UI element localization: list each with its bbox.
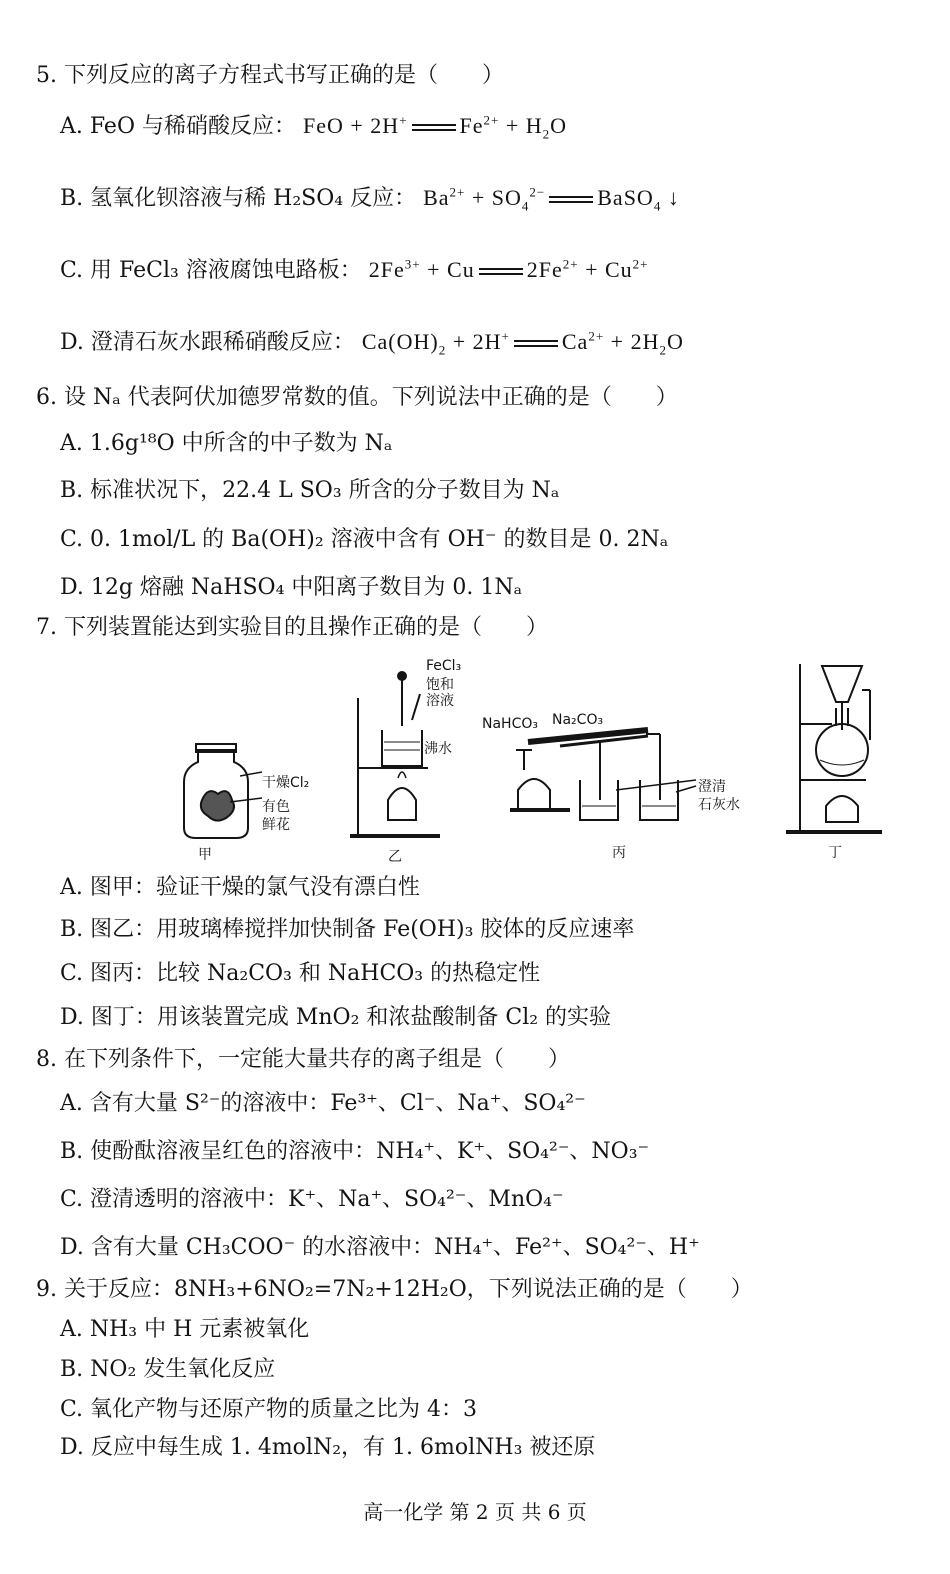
limewater-label-2: 石灰水 bbox=[698, 797, 740, 813]
flask-apparatus bbox=[786, 664, 882, 832]
q8-option-c: C. 澄清透明的溶液中：K⁺、Na⁺、SO₄²⁻、MnO₄⁻ bbox=[60, 1187, 564, 1212]
q5-option-a bbox=[60, 112, 567, 141]
q7-stem: 7. 下列装置能达到实验目的且操作正确的是（ ） bbox=[36, 615, 548, 640]
q6-option-d: D. 12g 熔融 NaHSO₄ 中阳离子数目为 0. 1Nₐ bbox=[60, 575, 523, 600]
q8-option-d: D. 含有大量 CH₃COO⁻ 的水溶液中：NH₄⁺、Fe²⁺、SO₄²⁻、H⁺ bbox=[60, 1235, 700, 1260]
q7-figure bbox=[0, 650, 950, 870]
caption-yi: 乙 bbox=[388, 849, 402, 865]
q8-option-b: B. 使酚酞溶液呈红色的溶液中：NH₄⁺、K⁺、SO₄²⁻、NO₃⁻ bbox=[60, 1139, 650, 1164]
q5-option-c bbox=[60, 256, 649, 285]
dropper-label-3: 溶液 bbox=[426, 693, 454, 709]
jar-gas-label: 干燥Cl₂ bbox=[262, 775, 310, 791]
q5-option-d-equation: $Ca(OH)_2 + 2H^+$ $Ca^{2+} + 2H_2O$ bbox=[361, 328, 684, 358]
dropper-label-2: 饱和 bbox=[426, 677, 454, 693]
jar-flower-label-1: 有色 bbox=[262, 799, 290, 815]
q9-option-d: D. 反应中每生成 1. 4molN₂，有 1. 6molNH₃ 被还原 bbox=[60, 1435, 596, 1460]
q7-option-d: D. 图丁：用该装置完成 MnO₂ 和浓盐酸制备 Cl₂ 的实验 bbox=[60, 1005, 612, 1030]
dropper-label-1: FeCl₃ bbox=[426, 658, 462, 674]
caption-bing: 丙 bbox=[612, 845, 626, 861]
q5-option-b-equation: $Ba^{2+} + SO_4^{2-}$ BaSO$_4$ ↓ bbox=[423, 184, 680, 214]
caption-jia: 甲 bbox=[198, 847, 212, 863]
q5-option-c-equation: $2Fe^{3+} + Cu$ $2Fe^{2+} + Cu^{2+}$ bbox=[368, 256, 649, 282]
q5-option-b bbox=[60, 184, 680, 213]
tube-apparatus bbox=[510, 730, 696, 820]
q5-option-a-label: A. FeO 与稀硝酸反应： bbox=[60, 114, 296, 139]
q8-option-a: A. 含有大量 S²⁻的溶液中：Fe³⁺、Cl⁻、Na⁺、SO₄²⁻ bbox=[60, 1091, 586, 1116]
tube-na2co3-label: Na₂CO₃ bbox=[552, 712, 604, 728]
caption-ding: 丁 bbox=[828, 845, 842, 861]
jar-apparatus bbox=[184, 744, 262, 838]
page-footer: 高一化学 第 2 页 共 6 页 bbox=[363, 1500, 587, 1524]
q6-stem: 6. 设 Nₐ 代表阿伏加德罗常数的值。下列说法中正确的是（ ） bbox=[36, 385, 678, 410]
q6-option-c: C. 0. 1mol/L 的 Ba(OH)₂ 溶液中含有 OH⁻ 的数目是 0. 2Nₐ bbox=[60, 527, 669, 552]
q5-option-b-label: B. 氢氧化钡溶液与稀 H₂SO₄ 反应： bbox=[60, 186, 417, 211]
q6-option-b: B. 标准状况下，22.4 L SO₃ 所含的分子数目为 Nₐ bbox=[60, 478, 560, 503]
q5-stem: 5. 下列反应的离子方程式书写正确的是（ ） bbox=[36, 63, 504, 88]
q7-option-c: C. 图丙：比较 Na₂CO₃ 和 NaHCO₃ 的热稳定性 bbox=[60, 961, 541, 986]
q6-option-a: A. 1.6g¹⁸O 中所含的中子数为 Nₐ bbox=[60, 431, 393, 456]
beaker-water-label: 沸水 bbox=[424, 741, 452, 757]
jar-flower-label-2: 鲜花 bbox=[262, 817, 290, 833]
q9-option-b: B. NO₂ 发生氧化反应 bbox=[60, 1357, 276, 1382]
q5-option-a-equation: FeO + 2H+ $Fe^{2+} + H_2O$ bbox=[303, 112, 568, 142]
q9-option-a: A. NH₃ 中 H 元素被氧化 bbox=[60, 1317, 310, 1342]
q9-option-c: C. 氧化产物与还原产物的质量之比为 4：3 bbox=[60, 1397, 478, 1422]
q9-stem: 9. 关于反应：8NH₃+6NO₂=7N₂+12H₂O，下列说法正确的是（ ） bbox=[36, 1277, 753, 1302]
q5-option-d bbox=[60, 328, 684, 357]
q7-option-a: A. 图甲：验证干燥的氯气没有漂白性 bbox=[60, 875, 420, 900]
q7-option-b: B. 图乙：用玻璃棒搅拌加快制备 Fe(OH)₃ 胶体的反应速率 bbox=[60, 917, 635, 942]
q5-option-c-label: C. 用 FeCl₃ 溶液腐蚀电路板： bbox=[60, 258, 362, 283]
q8-stem: 8. 在下列条件下，一定能大量共存的离子组是（ ） bbox=[36, 1047, 570, 1072]
q5-option-d-label: D. 澄清石灰水跟稀硝酸反应： bbox=[60, 330, 355, 355]
tube-nahco3-label: NaHCO₃ bbox=[482, 716, 538, 732]
limewater-label-1: 澄清 bbox=[698, 779, 726, 795]
